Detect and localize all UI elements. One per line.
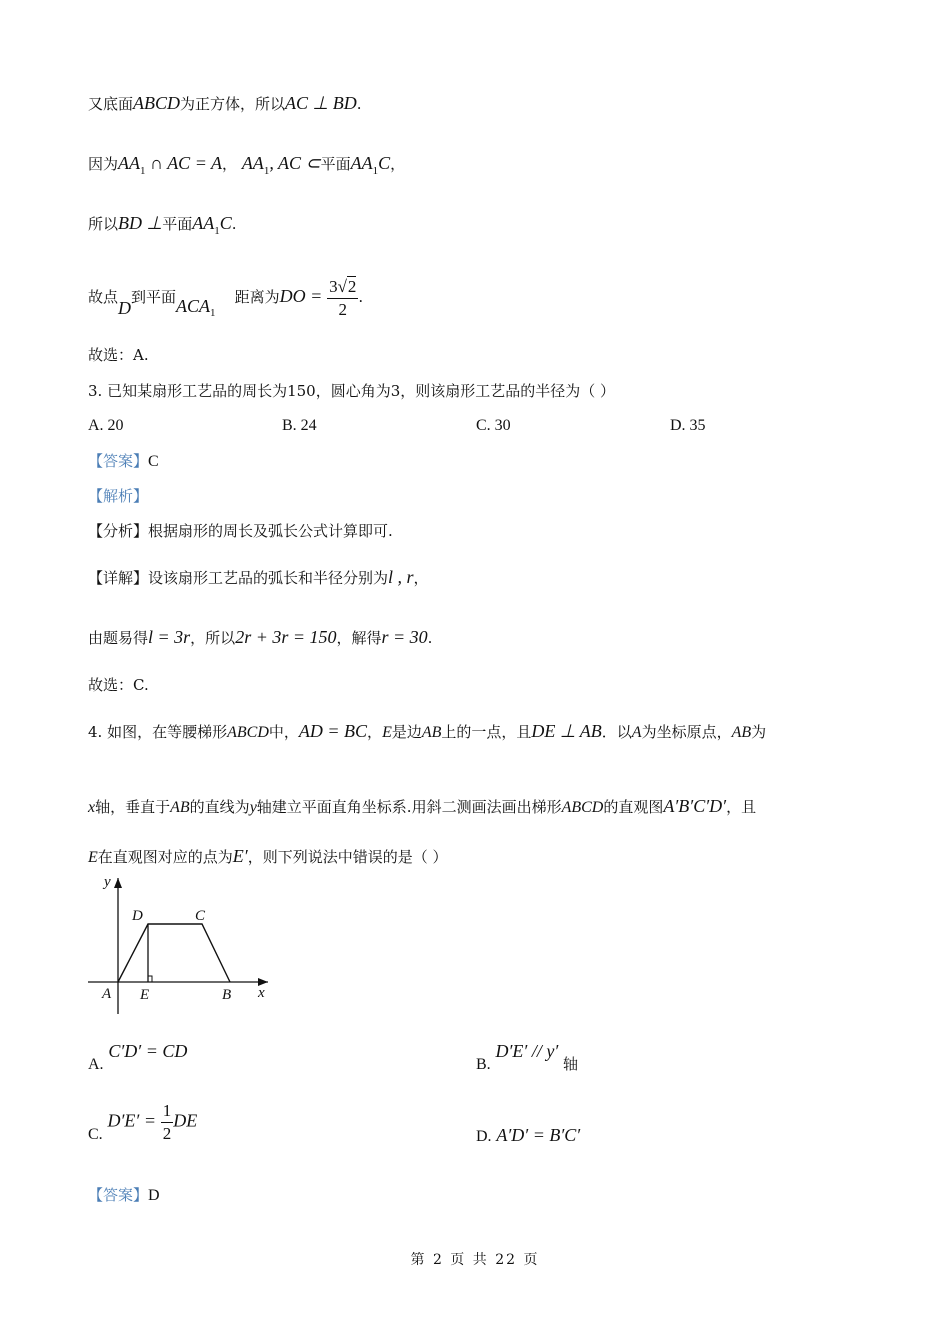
text: 的直观图 — [603, 798, 664, 816]
text: ，解得 — [336, 629, 382, 647]
text: 故点 — [88, 288, 119, 306]
math: l = 3r — [148, 627, 191, 647]
text: ，则下列说法中错误的是（ ） — [247, 848, 448, 866]
math: , AC ⊂ — [269, 153, 321, 173]
label-e: E — [140, 987, 150, 1003]
math: ACA — [176, 296, 211, 316]
math: ABCD — [227, 724, 269, 741]
radicand: 2 — [347, 276, 357, 296]
label-x: x — [258, 985, 265, 1001]
text: 为正方体，所以 — [180, 95, 286, 113]
text: 为 — [751, 723, 767, 741]
answer-tag: 【答案】 — [88, 452, 149, 470]
q3-xiangjie — [88, 566, 429, 589]
math: E — [382, 724, 392, 741]
q3-analysis-tag: 【解析】 — [88, 487, 149, 505]
text: ，且 — [726, 798, 757, 816]
q3-choose: 故选：C. — [88, 676, 149, 694]
text: 距离为 — [234, 288, 280, 306]
text: 中， — [268, 723, 299, 741]
fenxi-tag: 【分析】 — [88, 522, 149, 540]
math: AC ⊥ BD — [285, 93, 357, 113]
math: D′E′ = — [107, 1110, 156, 1131]
math: AA — [350, 153, 373, 173]
text: ．以 — [601, 723, 632, 741]
math: BD ⊥ — [118, 213, 163, 233]
answer-tag: 【答案】 — [88, 1186, 149, 1204]
q3-option-c: C. 30 — [476, 417, 511, 434]
trapezoid-figure — [80, 872, 280, 1022]
text: 设该扇形工艺品的弧长和半径分别为 — [148, 569, 389, 587]
text-line-3 — [88, 212, 237, 237]
option-label: B. — [476, 1056, 491, 1073]
text: 又底面 — [88, 95, 134, 113]
question-4-line-1 — [88, 720, 766, 744]
text: 为坐标原点， — [641, 723, 732, 741]
label-a: A — [102, 986, 112, 1002]
text: ， — [222, 155, 238, 173]
math-subscript: 1 — [263, 165, 270, 177]
text: 轴 — [563, 1055, 579, 1073]
math: y — [249, 799, 257, 816]
text-line-4 — [88, 272, 363, 323]
math-subscript: 1 — [140, 165, 146, 177]
math: AD = BC — [298, 721, 368, 741]
page-footer: 第 2 页 共 22 页 — [410, 1252, 540, 1268]
label-y: y — [104, 874, 111, 890]
fraction — [161, 1100, 174, 1145]
option-label: C. — [88, 1125, 103, 1143]
text: 平面 — [320, 155, 351, 173]
option-label: D. — [476, 1128, 492, 1145]
fraction: $\frac{3√2}{2}$ — [329, 276, 357, 319]
q4-answer — [88, 1184, 160, 1207]
math: AA — [118, 153, 141, 173]
text: 在直观图对应的点为 — [97, 848, 233, 866]
q3-answer — [88, 450, 159, 473]
label-b: B — [222, 987, 232, 1003]
q4-option-a — [88, 1040, 188, 1073]
text: 由题易得 — [88, 629, 149, 647]
text: 上的一点，且 — [441, 723, 532, 741]
q3-option-a: A. 20 — [88, 417, 124, 434]
text: 所以 — [88, 215, 119, 233]
denominator: 2 — [338, 299, 347, 319]
math-subscript: 1 — [210, 307, 216, 319]
text: 的直线为 — [189, 798, 250, 816]
text: . — [427, 629, 433, 647]
text: ， — [367, 723, 383, 741]
math: A — [631, 724, 642, 741]
math: D — [118, 298, 132, 318]
math: A′B′C′D′ — [663, 796, 727, 816]
denominator: 2 — [162, 1124, 172, 1143]
math: r = 30 — [381, 627, 428, 647]
q3-option-b: B. 24 — [282, 417, 317, 434]
trapezoid-outline — [118, 924, 230, 982]
text: . — [231, 215, 237, 233]
text: 因为 — [88, 155, 119, 173]
text-line-2 — [88, 152, 405, 177]
math: AA — [241, 153, 264, 173]
math: AB — [731, 724, 752, 741]
math: C′D′ = CD — [108, 1041, 188, 1061]
label-d: D — [132, 908, 143, 924]
math: A′D′ = B′C′ — [496, 1125, 581, 1145]
math: C — [219, 213, 232, 233]
math: AA — [192, 213, 215, 233]
q4-option-d — [476, 1124, 580, 1148]
text: 是边 — [391, 723, 422, 741]
text: 平面 — [162, 215, 193, 233]
answer-value: D — [148, 1187, 160, 1204]
question-3: 3. 已知某扇形工艺品的周长为150，圆心角为3，则该扇形工艺品的半径为（ ） — [88, 382, 616, 400]
text: 轴建立平面直角坐标系.用斜二测画法画出梯形 — [256, 798, 562, 816]
math: DE — [173, 1110, 198, 1131]
text-line-1 — [88, 92, 362, 115]
label-c: C — [195, 908, 206, 924]
option-label: A. — [88, 1056, 104, 1073]
math: DO = — [279, 286, 323, 306]
text: ，所以 — [190, 629, 236, 647]
numerator: 3 — [329, 276, 338, 296]
math: AB — [421, 724, 442, 741]
math: 2r + 3r = 150 — [235, 627, 337, 647]
text: 4. 如图，在等腰梯形 — [88, 723, 228, 741]
math: AB — [170, 799, 190, 816]
math: ABCD — [561, 799, 604, 816]
numerator: 1 — [161, 1100, 174, 1123]
math-subscript: 1 — [214, 225, 220, 237]
text: 轴，垂直于 — [95, 798, 171, 816]
q3-option-d: D. 35 — [670, 417, 706, 434]
math: ABCD — [133, 93, 181, 113]
math: E′ — [232, 846, 248, 866]
text: ， — [413, 569, 429, 587]
question-4-line-2 — [88, 795, 756, 819]
text: ， — [390, 155, 406, 173]
math: ∩ AC = A — [145, 153, 223, 173]
answer-value: C — [148, 453, 159, 470]
text: . — [356, 95, 362, 113]
text: 到平面 — [131, 288, 177, 306]
math: C — [378, 153, 391, 173]
q3-calc — [88, 626, 432, 649]
math-subscript: 1 — [372, 165, 379, 177]
q4-option-c — [88, 1100, 197, 1145]
q4-option-b — [476, 1040, 579, 1073]
fenxi-text: 根据扇形的周长及弧长公式计算即可. — [148, 522, 393, 540]
math: l , r — [388, 567, 414, 587]
q3-fenxi — [88, 520, 393, 542]
math: E — [88, 849, 98, 866]
question-4-line-3 — [88, 845, 448, 869]
xiangjie-tag: 【详解】 — [88, 569, 149, 587]
y-axis-arrow — [114, 878, 122, 888]
text: . — [358, 288, 364, 306]
math: x — [88, 799, 96, 816]
math: DE ⊥ AB — [531, 721, 602, 741]
math: D′E′ // y′ — [495, 1041, 559, 1061]
text-line-5: 故选：A. — [88, 346, 149, 364]
